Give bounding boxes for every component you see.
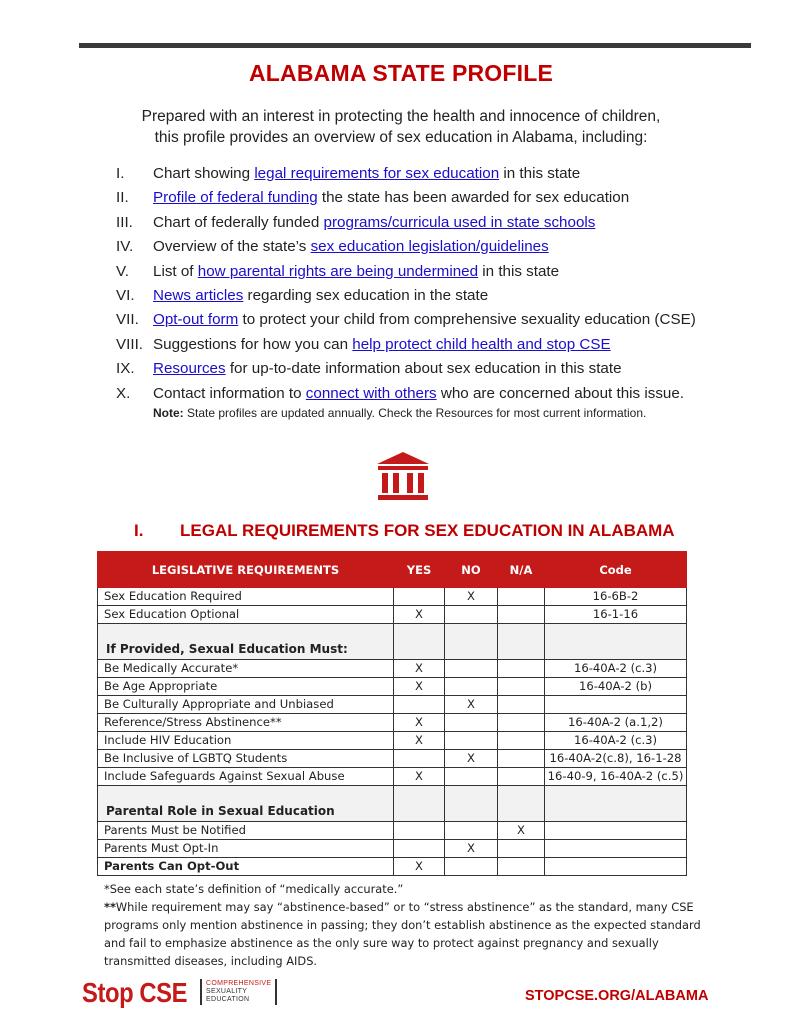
yes-cell: X bbox=[394, 714, 445, 732]
requirement-cell: Include Safeguards Against Sexual Abuse bbox=[98, 768, 394, 786]
note-text: State profiles are updated annually. Check the Resources for most current information. bbox=[183, 406, 647, 420]
logo-line-1: COMPREHENSIVE bbox=[206, 980, 272, 987]
na-cell bbox=[498, 858, 545, 876]
toc-number: VI. bbox=[116, 286, 135, 304]
na-cell bbox=[498, 660, 545, 678]
code-cell bbox=[545, 840, 687, 858]
table-header-row bbox=[98, 552, 687, 588]
toc-text-after: regarding sex education in the state bbox=[243, 286, 489, 304]
na-cell bbox=[498, 714, 545, 732]
no-cell bbox=[445, 714, 498, 732]
code-cell bbox=[545, 696, 687, 714]
na-cell bbox=[498, 750, 545, 768]
header-requirements: LEGISLATIVE REQUIREMENTS bbox=[98, 552, 394, 588]
logo-wordmark: Stop CSE bbox=[82, 977, 188, 1008]
na-cell bbox=[498, 732, 545, 750]
no-cell: X bbox=[445, 750, 498, 768]
toc-item bbox=[116, 237, 756, 261]
requirement-cell: Include HIV Education bbox=[98, 732, 394, 750]
yes-cell: X bbox=[394, 768, 445, 786]
toc-text-after: who are concerned about this issue. bbox=[436, 384, 685, 402]
table-row bbox=[98, 606, 687, 624]
intro-line-1: Prepared with an interest in protecting the health and innocence of children, bbox=[141, 108, 661, 125]
yes-cell: X bbox=[394, 858, 445, 876]
yes-cell bbox=[394, 822, 445, 840]
code-cell: 16-40A-2 (c.3) bbox=[545, 660, 687, 678]
header-no: NO bbox=[445, 552, 498, 588]
requirement-cell: Reference/Stress Abstinence** bbox=[98, 714, 394, 732]
section-number: I. bbox=[134, 521, 144, 540]
table-row bbox=[98, 588, 687, 606]
empty-cell bbox=[545, 624, 687, 660]
table-group-row bbox=[98, 786, 687, 822]
na-cell bbox=[498, 678, 545, 696]
header-yes: YES bbox=[394, 552, 445, 588]
toc-number: V. bbox=[116, 262, 129, 280]
yes-cell: X bbox=[394, 660, 445, 678]
table-row bbox=[98, 714, 687, 732]
toc-number: IV. bbox=[116, 238, 134, 256]
no-cell bbox=[445, 732, 498, 750]
toc-item bbox=[116, 164, 756, 188]
code-cell: 16-40A-2 (b) bbox=[545, 678, 687, 696]
logo-line-2: SEXUALITY bbox=[206, 988, 248, 995]
toc-text-before: Chart of federally funded bbox=[153, 213, 324, 231]
table-row bbox=[98, 660, 687, 678]
na-cell bbox=[498, 768, 545, 786]
table-row bbox=[98, 732, 687, 750]
toc-text-after: to protect your child from comprehensive sexuality education (CSE) bbox=[238, 311, 696, 329]
empty-cell bbox=[498, 624, 545, 660]
toc-text-before: Chart showing bbox=[153, 165, 255, 182]
empty-cell bbox=[394, 786, 445, 822]
requirement-cell: Parents Can Opt-Out bbox=[98, 858, 394, 876]
na-cell bbox=[498, 588, 545, 606]
yes-cell: X bbox=[394, 732, 445, 750]
no-cell bbox=[445, 606, 498, 624]
toc-text bbox=[153, 213, 595, 233]
logo-tagline bbox=[200, 979, 277, 1005]
table-row bbox=[98, 822, 687, 840]
toc-link[interactable]: Opt-out form bbox=[153, 311, 239, 329]
footnote-medically-accurate: *See each state’s definition of “medically accurate.” bbox=[104, 882, 404, 896]
toc-item bbox=[116, 188, 756, 212]
toc-link[interactable]: Resources bbox=[153, 360, 226, 378]
toc-item bbox=[116, 384, 756, 408]
code-cell: 16-40A-2(c.8), 16-1-28 bbox=[545, 750, 687, 768]
logo-line-3: EDUCATION bbox=[206, 996, 250, 1003]
toc-text-after: in this state bbox=[478, 262, 560, 280]
toc-link[interactable]: programs/curricula used in state schools bbox=[323, 213, 596, 231]
section-heading bbox=[134, 521, 675, 541]
intro-text bbox=[100, 106, 702, 148]
yes-cell bbox=[394, 840, 445, 858]
group-label: If Provided, Sexual Education Must: bbox=[98, 624, 394, 660]
requirement-cell: Be Culturally Appropriate and Unbiased bbox=[98, 696, 394, 714]
toc-text-before: Contact information to bbox=[153, 384, 306, 402]
intro-line-2: this profile provides an overview of sex education in Alabama, including: bbox=[154, 129, 648, 146]
toc-item bbox=[116, 359, 756, 383]
toc-number: VIII. bbox=[116, 335, 144, 353]
table-group-row bbox=[98, 624, 687, 660]
table-row bbox=[98, 768, 687, 786]
footnote-abstinence bbox=[104, 898, 719, 970]
no-cell: X bbox=[445, 588, 498, 606]
toc-link[interactable]: legal requirements for sex education bbox=[254, 165, 500, 182]
toc-item bbox=[116, 310, 756, 334]
requirement-cell: Parents Must be Notified bbox=[98, 822, 394, 840]
empty-cell bbox=[498, 786, 545, 822]
yes-cell bbox=[394, 588, 445, 606]
group-label: Parental Role in Sexual Education bbox=[98, 786, 394, 822]
yes-cell bbox=[394, 696, 445, 714]
toc-text-after: the state has been awarded for sex education bbox=[317, 189, 630, 207]
code-cell: 16-40A-2 (a.1,2) bbox=[545, 714, 687, 732]
section-title: LEGAL REQUIREMENTS FOR SEX EDUCATION IN ALABAMA bbox=[180, 521, 675, 540]
top-rule bbox=[79, 43, 751, 48]
no-cell: X bbox=[445, 696, 498, 714]
requirements-table bbox=[97, 551, 687, 876]
na-cell bbox=[498, 606, 545, 624]
code-cell bbox=[545, 858, 687, 876]
no-cell bbox=[445, 660, 498, 678]
code-cell: 16-6B-2 bbox=[545, 588, 687, 606]
table-row bbox=[98, 840, 687, 858]
toc-link[interactable]: News articles bbox=[153, 286, 244, 304]
toc-text-before: List of bbox=[153, 262, 198, 280]
toc-link[interactable]: connect with others bbox=[305, 384, 437, 402]
toc-number: I. bbox=[116, 165, 125, 182]
yes-cell: X bbox=[394, 606, 445, 624]
courthouse-icon bbox=[375, 450, 431, 502]
table-row bbox=[98, 858, 687, 876]
toc-text bbox=[153, 237, 549, 257]
toc-item bbox=[116, 335, 756, 359]
toc-item bbox=[116, 262, 756, 286]
toc-item bbox=[116, 286, 756, 310]
empty-cell bbox=[394, 624, 445, 660]
code-cell: 16-40A-2 (c.3) bbox=[545, 732, 687, 750]
table-row bbox=[98, 750, 687, 768]
toc-text bbox=[153, 359, 622, 379]
yes-cell: X bbox=[394, 678, 445, 696]
note-label: Note: bbox=[153, 406, 184, 420]
empty-cell bbox=[445, 786, 498, 822]
requirement-cell: Parents Must Opt-In bbox=[98, 840, 394, 858]
table-row bbox=[98, 678, 687, 696]
footnotes bbox=[104, 880, 719, 970]
header-na: N/A bbox=[498, 552, 545, 588]
website-link[interactable]: STOPCSE.ORG/ALABAMA bbox=[525, 988, 709, 1004]
no-cell bbox=[445, 858, 498, 876]
na-cell bbox=[498, 696, 545, 714]
na-cell: X bbox=[498, 822, 545, 840]
code-cell: 16-1-16 bbox=[545, 606, 687, 624]
toc-text bbox=[153, 384, 684, 404]
toc-number: X. bbox=[116, 384, 131, 402]
toc-number: IX. bbox=[116, 360, 135, 378]
footnote-abstinence-text: While requirement may say “abstinence-based” or to “stress abstinence” as the standard, many CSE programs only mention abstinence in passing; they don’t establish abstinence as the expected standard and fail to emphasize abstinence as the only sure way to protect against pregnancy and sexually transmitted diseases, including AIDS. bbox=[104, 900, 701, 968]
empty-cell bbox=[445, 624, 498, 660]
header-code: Code bbox=[545, 552, 687, 588]
toc-text bbox=[153, 262, 559, 282]
toc-text-before: Suggestions for how you can bbox=[153, 335, 353, 353]
code-cell bbox=[545, 822, 687, 840]
toc-link[interactable]: Profile of federal funding bbox=[153, 189, 318, 207]
requirement-cell: Be Age Appropriate bbox=[98, 678, 394, 696]
toc-link[interactable]: help protect child health and stop CSE bbox=[352, 335, 611, 353]
no-cell: X bbox=[445, 840, 498, 858]
na-cell bbox=[498, 840, 545, 858]
requirement-cell: Sex Education Required bbox=[98, 588, 394, 606]
toc-item bbox=[116, 213, 756, 237]
requirement-cell: Be Inclusive of LGBTQ Students bbox=[98, 750, 394, 768]
toc-text bbox=[153, 335, 611, 355]
toc-number: III. bbox=[116, 213, 133, 231]
toc-number: II. bbox=[116, 189, 129, 207]
page-title: ALABAMA STATE PROFILE bbox=[248, 60, 554, 86]
no-cell bbox=[445, 822, 498, 840]
toc-text bbox=[153, 286, 488, 306]
requirement-cell: Sex Education Optional bbox=[98, 606, 394, 624]
toc-text-before: Overview of the state’s bbox=[153, 238, 311, 256]
table-of-contents bbox=[116, 164, 756, 408]
update-note bbox=[153, 406, 646, 420]
toc-text-after: for up-to-date information about sex education in this state bbox=[225, 360, 622, 378]
toc-text bbox=[153, 188, 629, 208]
toc-number: VII. bbox=[116, 311, 139, 329]
toc-link[interactable]: sex education legislation/guidelines bbox=[310, 238, 549, 256]
toc-text bbox=[153, 310, 696, 330]
no-cell bbox=[445, 678, 498, 696]
requirement-cell: Be Medically Accurate* bbox=[98, 660, 394, 678]
no-cell bbox=[445, 768, 498, 786]
footnote-mark: ** bbox=[104, 900, 116, 914]
yes-cell bbox=[394, 750, 445, 768]
code-cell: 16-40-9, 16-40A-2 (c.5) bbox=[545, 768, 687, 786]
table-row bbox=[98, 696, 687, 714]
empty-cell bbox=[545, 786, 687, 822]
toc-link[interactable]: how parental rights are being undermined bbox=[197, 262, 479, 280]
toc-text bbox=[153, 164, 580, 184]
toc-text-after: in this state bbox=[499, 165, 581, 182]
